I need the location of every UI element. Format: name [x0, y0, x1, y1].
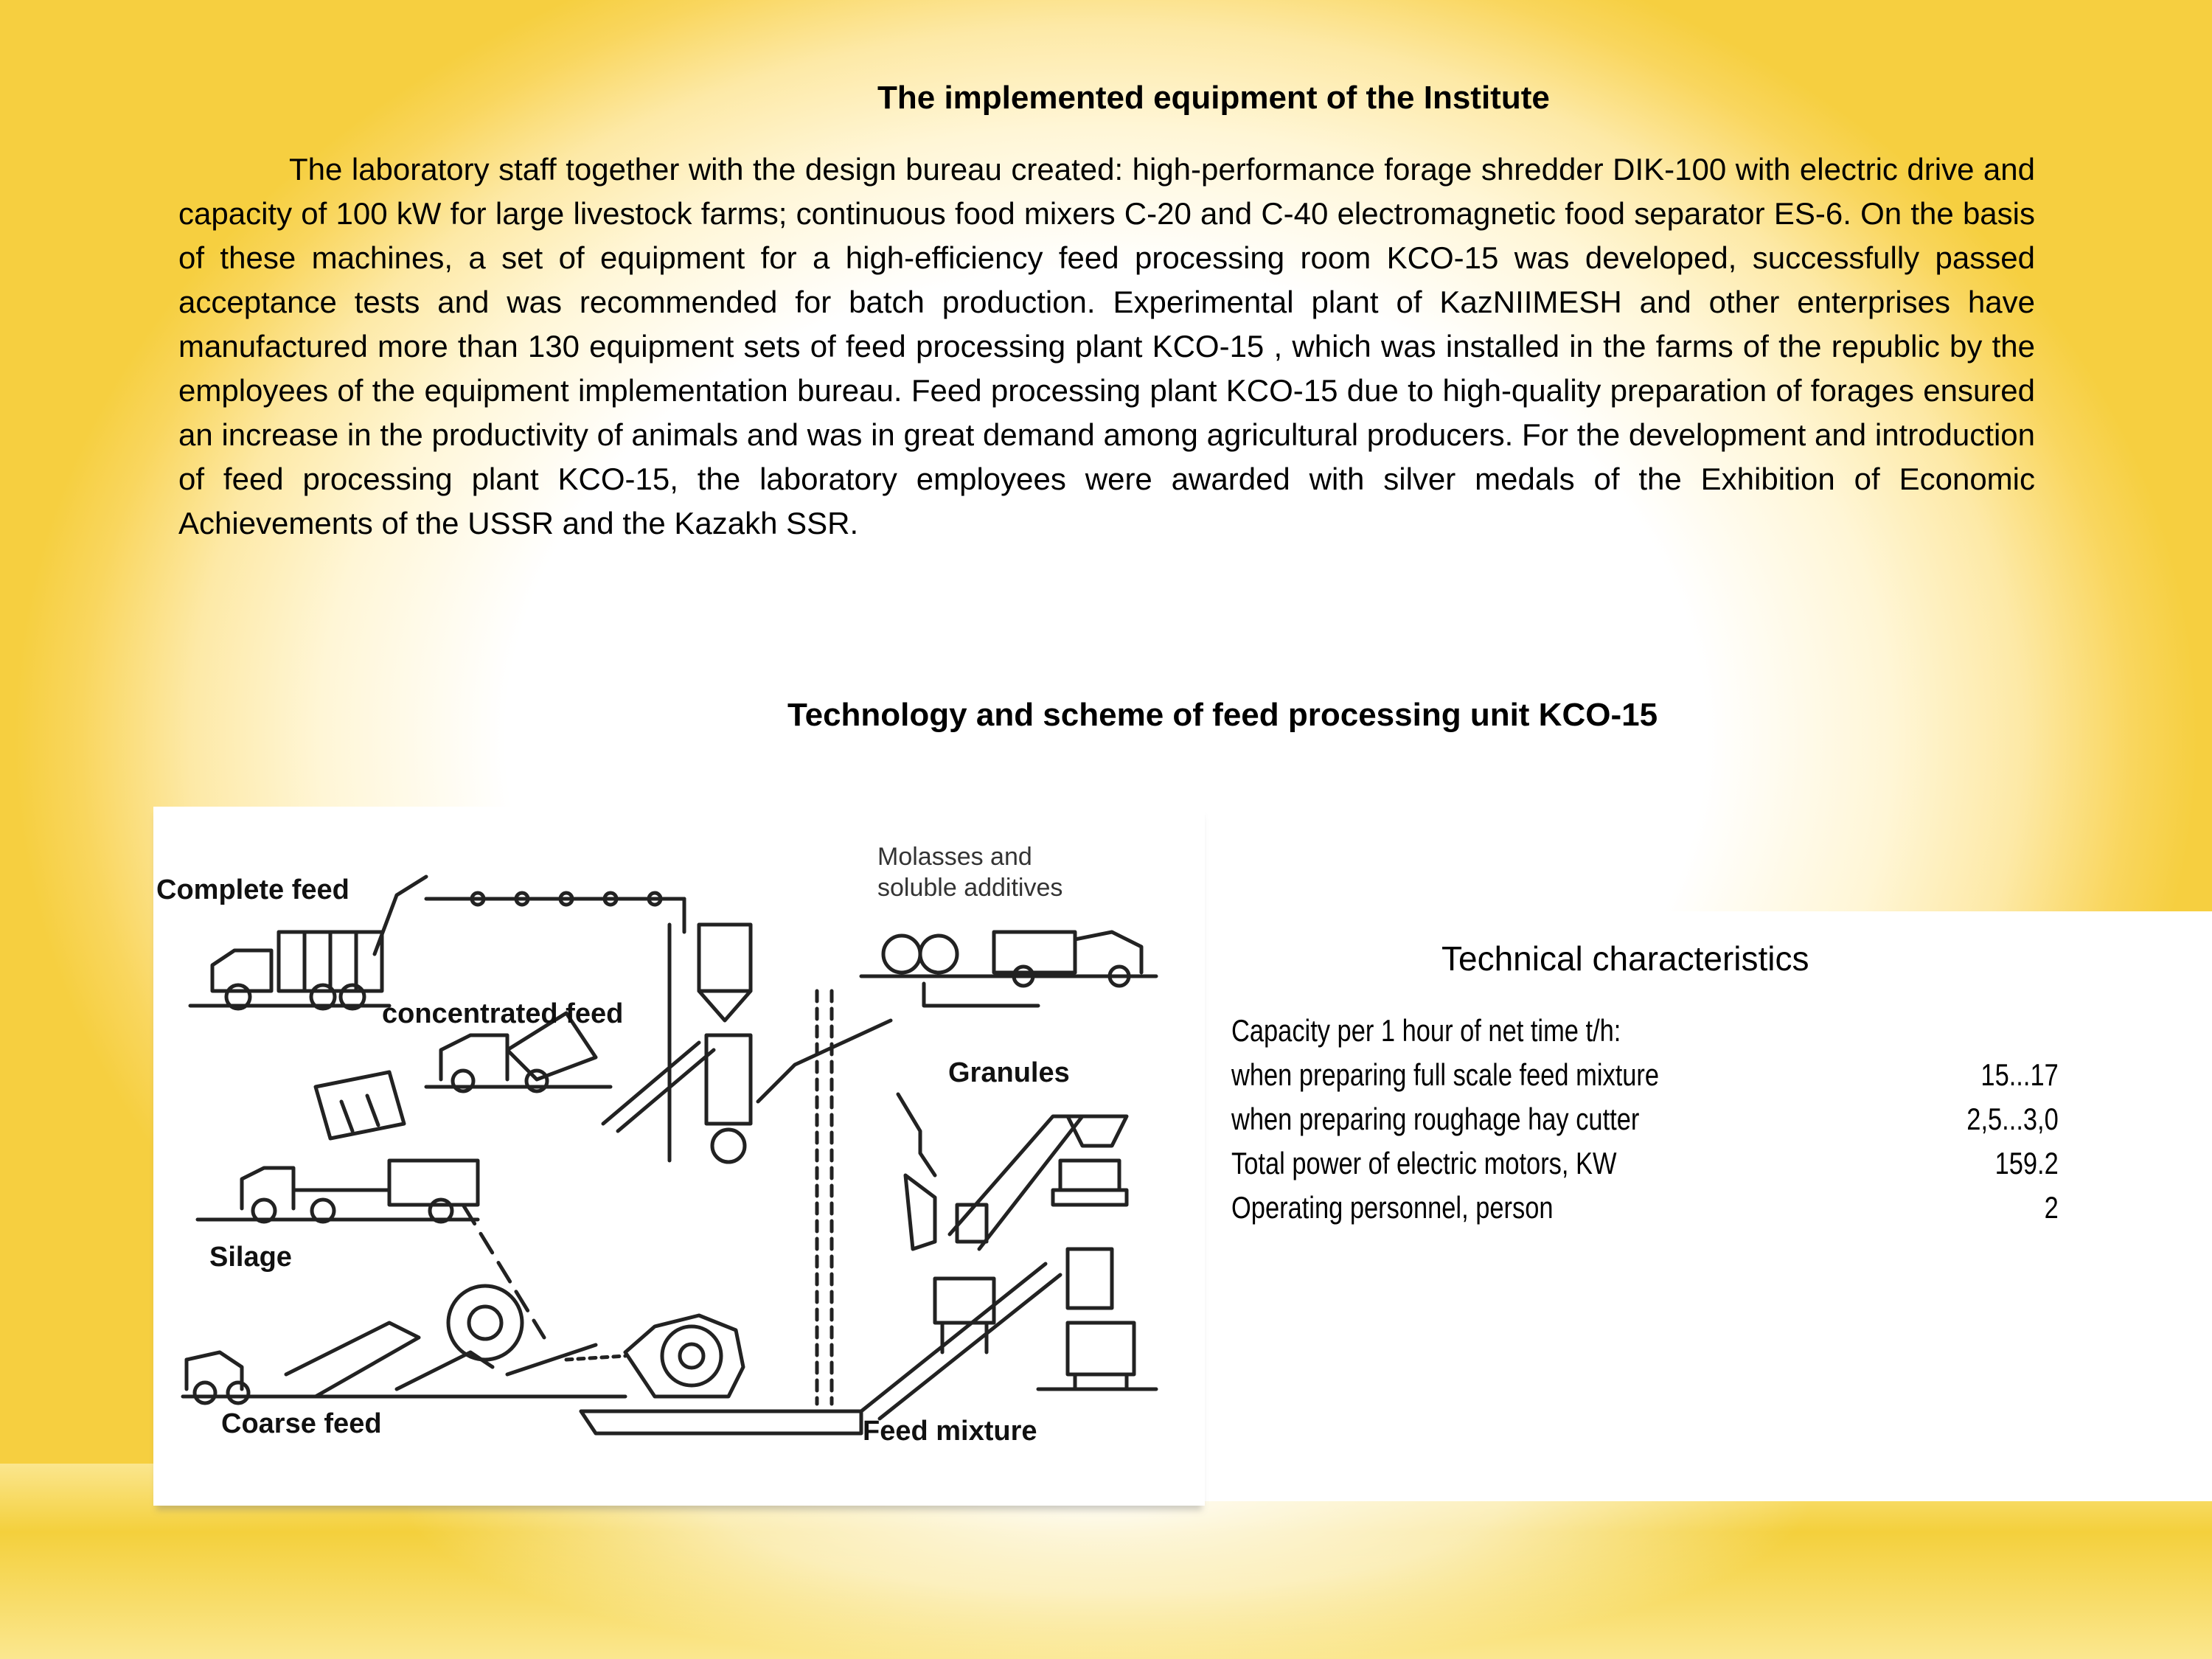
bunker-tower [669, 899, 751, 1162]
granulator [898, 1094, 1127, 1308]
hay-cutter-hub [469, 1307, 501, 1339]
tech-row [1231, 1053, 2059, 1097]
label-molasses-line1: Molasses and [877, 843, 1032, 871]
intro-paragraph: The laboratory staff together with the design bureau created: high-performance forage shredder DIK-100 with electric drive and capacity of 100 kW for large livestock farms; continuous food mixers C-20 and C-40 electromagnetic food separator ES-6. On the basis of these machines, a set of equipment for a high-efficiency feed processing room KCO-15 was developed, successfully passed acceptance tests and was recommended for batch production. Experimental plant of KazNIIMESH and other enterprises have manufactured more than 130 equipment sets of feed processing plant KCO-15 , which was installed in the farms of the republic by the employees of the equipment implementation bureau. Feed processing plant KCO-15 due to high-quality preparation of forages ensured an increase in the productivity of animals and was in great demand among agricultural producers. For the development and introduction of feed processing plant KCO-15, the laboratory employees were awarded with silver medals of the Exhibition of Economic Achievements of the USSR and the Kazakh SSR. [178, 152, 2035, 540]
screw-conveyor [603, 1043, 699, 1124]
tech-row [1231, 1097, 2059, 1141]
hay-cutter-drum [448, 1286, 522, 1360]
tech-row-label: Total power of electric motors, KW [1231, 1146, 1617, 1180]
tech-row [1231, 1009, 2059, 1053]
label-silage: Silage [209, 1242, 292, 1273]
tech-row-value: 15...17 [1980, 1057, 2059, 1092]
truck-icon [212, 932, 382, 1009]
label-concentrated-feed: concentrated feed [382, 998, 624, 1029]
screw-conveyor [618, 1050, 714, 1131]
process-scheme-figure [153, 807, 1205, 1506]
mixture-inclined-conveyor [880, 1275, 1060, 1419]
tech-row-value: 2 [2044, 1190, 2059, 1225]
tech-title: Technical characteristics [1441, 939, 1809, 978]
tech-row [1231, 1186, 2059, 1230]
page-title: The implemented equipment of the Institute [877, 80, 1550, 116]
tech-row [1231, 1141, 2059, 1186]
silage-truck-icon [242, 1072, 478, 1222]
tech-table [1231, 1009, 2059, 1230]
label-feed-mixture: Feed mixture [863, 1416, 1037, 1447]
tech-row-label: Capacity per 1 hour of net time t/h: [1231, 1013, 1621, 1048]
label-molasses-line2: soluble additives [877, 874, 1063, 902]
tech-row-label: Operating personnel, person [1231, 1190, 1554, 1225]
label-granules: Granules [948, 1057, 1070, 1088]
mixer-unit [566, 1315, 743, 1397]
tech-row-value: 159.2 [1994, 1146, 2059, 1180]
tech-row-value: 2,5...3,0 [1966, 1102, 2059, 1136]
tech-row-label: when preparing full scale feed mixture [1231, 1057, 1660, 1092]
flow-arrow [463, 1205, 544, 1338]
mixture-conveyor [581, 1411, 861, 1433]
label-complete-feed: Complete feed [156, 874, 349, 905]
molasses-tanks [883, 932, 1141, 1006]
tech-row-label: when preparing roughage hay cutter [1231, 1102, 1640, 1136]
mixture-inclined-conveyor [861, 1264, 1046, 1411]
hay-pile-conveyor [286, 1323, 419, 1397]
screw-conveyor-upper [758, 1020, 891, 1102]
section-title: Technology and scheme of feed processing unit KCO-15 [787, 697, 1658, 733]
process-scheme-drawing [153, 807, 1205, 1506]
label-coarse-feed: Coarse feed [221, 1408, 382, 1439]
